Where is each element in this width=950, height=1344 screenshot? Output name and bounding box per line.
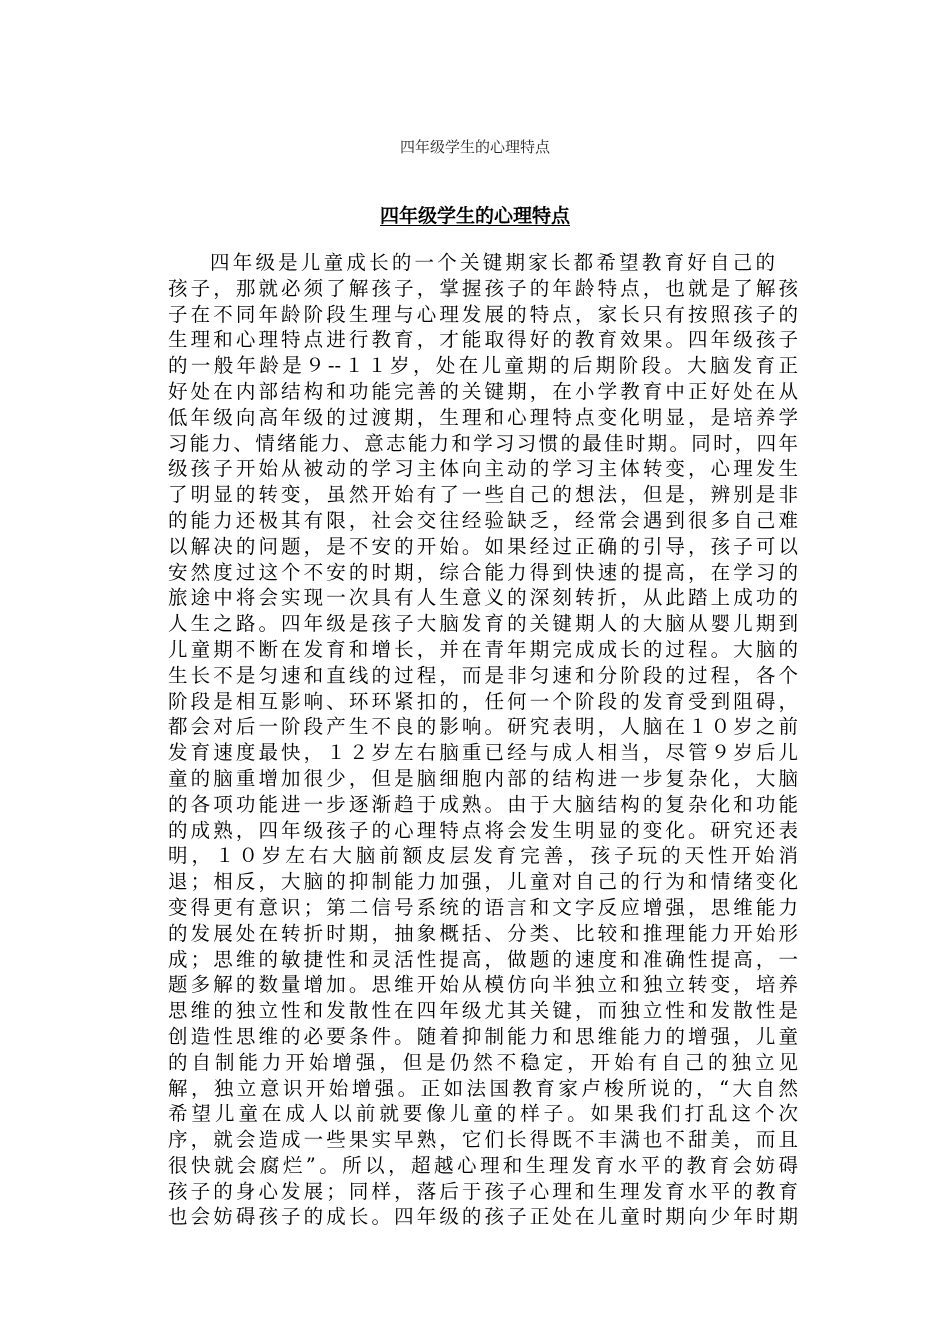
running-header: 四年级学生的心理特点 [399, 138, 550, 156]
body-line: 的自制能力开始增强，但是仍然不稳定，开始有自己的独立见 [168, 1050, 798, 1074]
body-line: 安然度过这个不安的时期，综合能力得到快速的提高，在学习的 [168, 560, 798, 584]
body-line: 的各项功能进一步逐渐趋于成熟。由于大脑结构的复杂化和功能 [168, 792, 798, 816]
body-line: 低年级向高年级的过渡期，生理和心理特点变化明显，是培养学 [168, 405, 798, 429]
document-title: 四年级学生的心理特点 [379, 205, 570, 227]
body-line: 题多解的数量增加。思维开始从模仿向半独立和独立转变，培养 [168, 973, 798, 997]
body-line: 四年级是儿童成长的一个关键期家长都希望教育好自己的 [210, 251, 775, 274]
body-line: 习能力、情绪能力、意志能力和学习习惯的最佳时期。同时，四年 [168, 431, 798, 455]
body-line: 级孩子开始从被动的学习主体向主动的学习主体转变，心理发生 [168, 457, 798, 481]
body-line: 的一般年龄是９--１１岁，处在儿童期的后期阶段。大脑发育正 [168, 354, 798, 378]
body-line: 的发展处在转折时期，抽象概括、分类、比较和推理能力开始形 [168, 921, 798, 945]
body-line: 生理和心理特点进行教育，才能取得好的教育效果。四年级孩子 [168, 328, 798, 352]
body-line: 的能力还极其有限，社会交往经验缺乏，经常会遇到很多自己难 [168, 508, 798, 532]
body-line: 的成熟，四年级孩子的心理特点将会发生明显的变化。研究还表 [168, 818, 798, 842]
body-line: 生长不是匀速和直线的过程，而是非匀速和分阶段的过程，各个 [168, 663, 798, 687]
body-line: 儿童期不断在发育和增长，并在青年期完成成长的过程。大脑的 [168, 637, 798, 661]
body-line: 创造性思维的必要条件。随着抑制能力和思维能力的增强，儿童 [168, 1024, 798, 1048]
body-line: 也会妨碍孩子的成长。四年级的孩子正处在儿童时期向少年时期 [168, 1205, 798, 1229]
body-line: 好处在内部结构和功能完善的关键期，在小学教育中正好处在从 [168, 379, 798, 403]
body-text [168, 250, 798, 1230]
body-line: 人生之路。四年级是孩子大脑发育的关键期人的大脑从婴儿期到 [168, 612, 798, 636]
body-line: 以解决的问题，是不安的开始。如果经过正确的引导，孩子可以 [168, 534, 798, 558]
body-line: 思维的独立性和发散性在四年级尤其关键，而独立性和发散性是 [168, 999, 798, 1023]
body-line: 童的脑重增加很少，但是脑细胞内部的结构进一步复杂化，大脑 [168, 766, 798, 790]
body-line: 孩子的身心发展；同样，落后于孩子心理和生理发育水平的教育 [168, 1179, 798, 1203]
body-line: 孩子，那就必须了解孩子，掌握孩子的年龄特点，也就是了解孩 [168, 276, 798, 300]
body-line: 子在不同年龄阶段生理与心理发展的特点，家长只有按照孩子的 [168, 302, 798, 326]
body-line: 发育速度最快，１２岁左右脑重已经与成人相当，尽管９岁后儿 [168, 741, 798, 765]
body-line: 希望儿童在成人以前就要像儿童的样子。如果我们打乱这个次 [168, 1102, 798, 1126]
body-line: 明，１０岁左右大脑前额皮层发育完善，孩子玩的天性开始消 [168, 844, 798, 868]
body-line: 变得更有意识；第二信号系统的语言和文字反应增强，思维能力 [168, 895, 798, 919]
body-line: 阶段是相互影响、环环紧扣的，任何一个阶段的发育受到阻碍， [168, 689, 798, 713]
body-line: 旅途中将会实现一次具有人生意义的深刻转折，从此踏上成功的 [168, 586, 798, 610]
body-line: 很快就会腐烂”。所以，超越心理和生理发育水平的教育会妨碍 [168, 1153, 798, 1177]
body-line: 序，就会造成一些果实早熟，它们长得既不丰满也不甜美，而且 [168, 1128, 798, 1152]
body-line: 了明显的转变，虽然开始有了一些自己的想法，但是，辨别是非 [168, 483, 798, 507]
body-line: 成；思维的敏捷性和灵活性提高，做题的速度和准确性提高，一 [168, 947, 798, 971]
body-line: 都会对后一阶段产生不良的影响。研究表明，人脑在１０岁之前 [168, 715, 798, 739]
body-line: 解，独立意识开始增强。正如法国教育家卢梭所说的，“大自然 [168, 1076, 798, 1100]
body-line: 退；相反，大脑的抑制能力加强，儿童对自己的行为和情绪变化 [168, 870, 798, 894]
